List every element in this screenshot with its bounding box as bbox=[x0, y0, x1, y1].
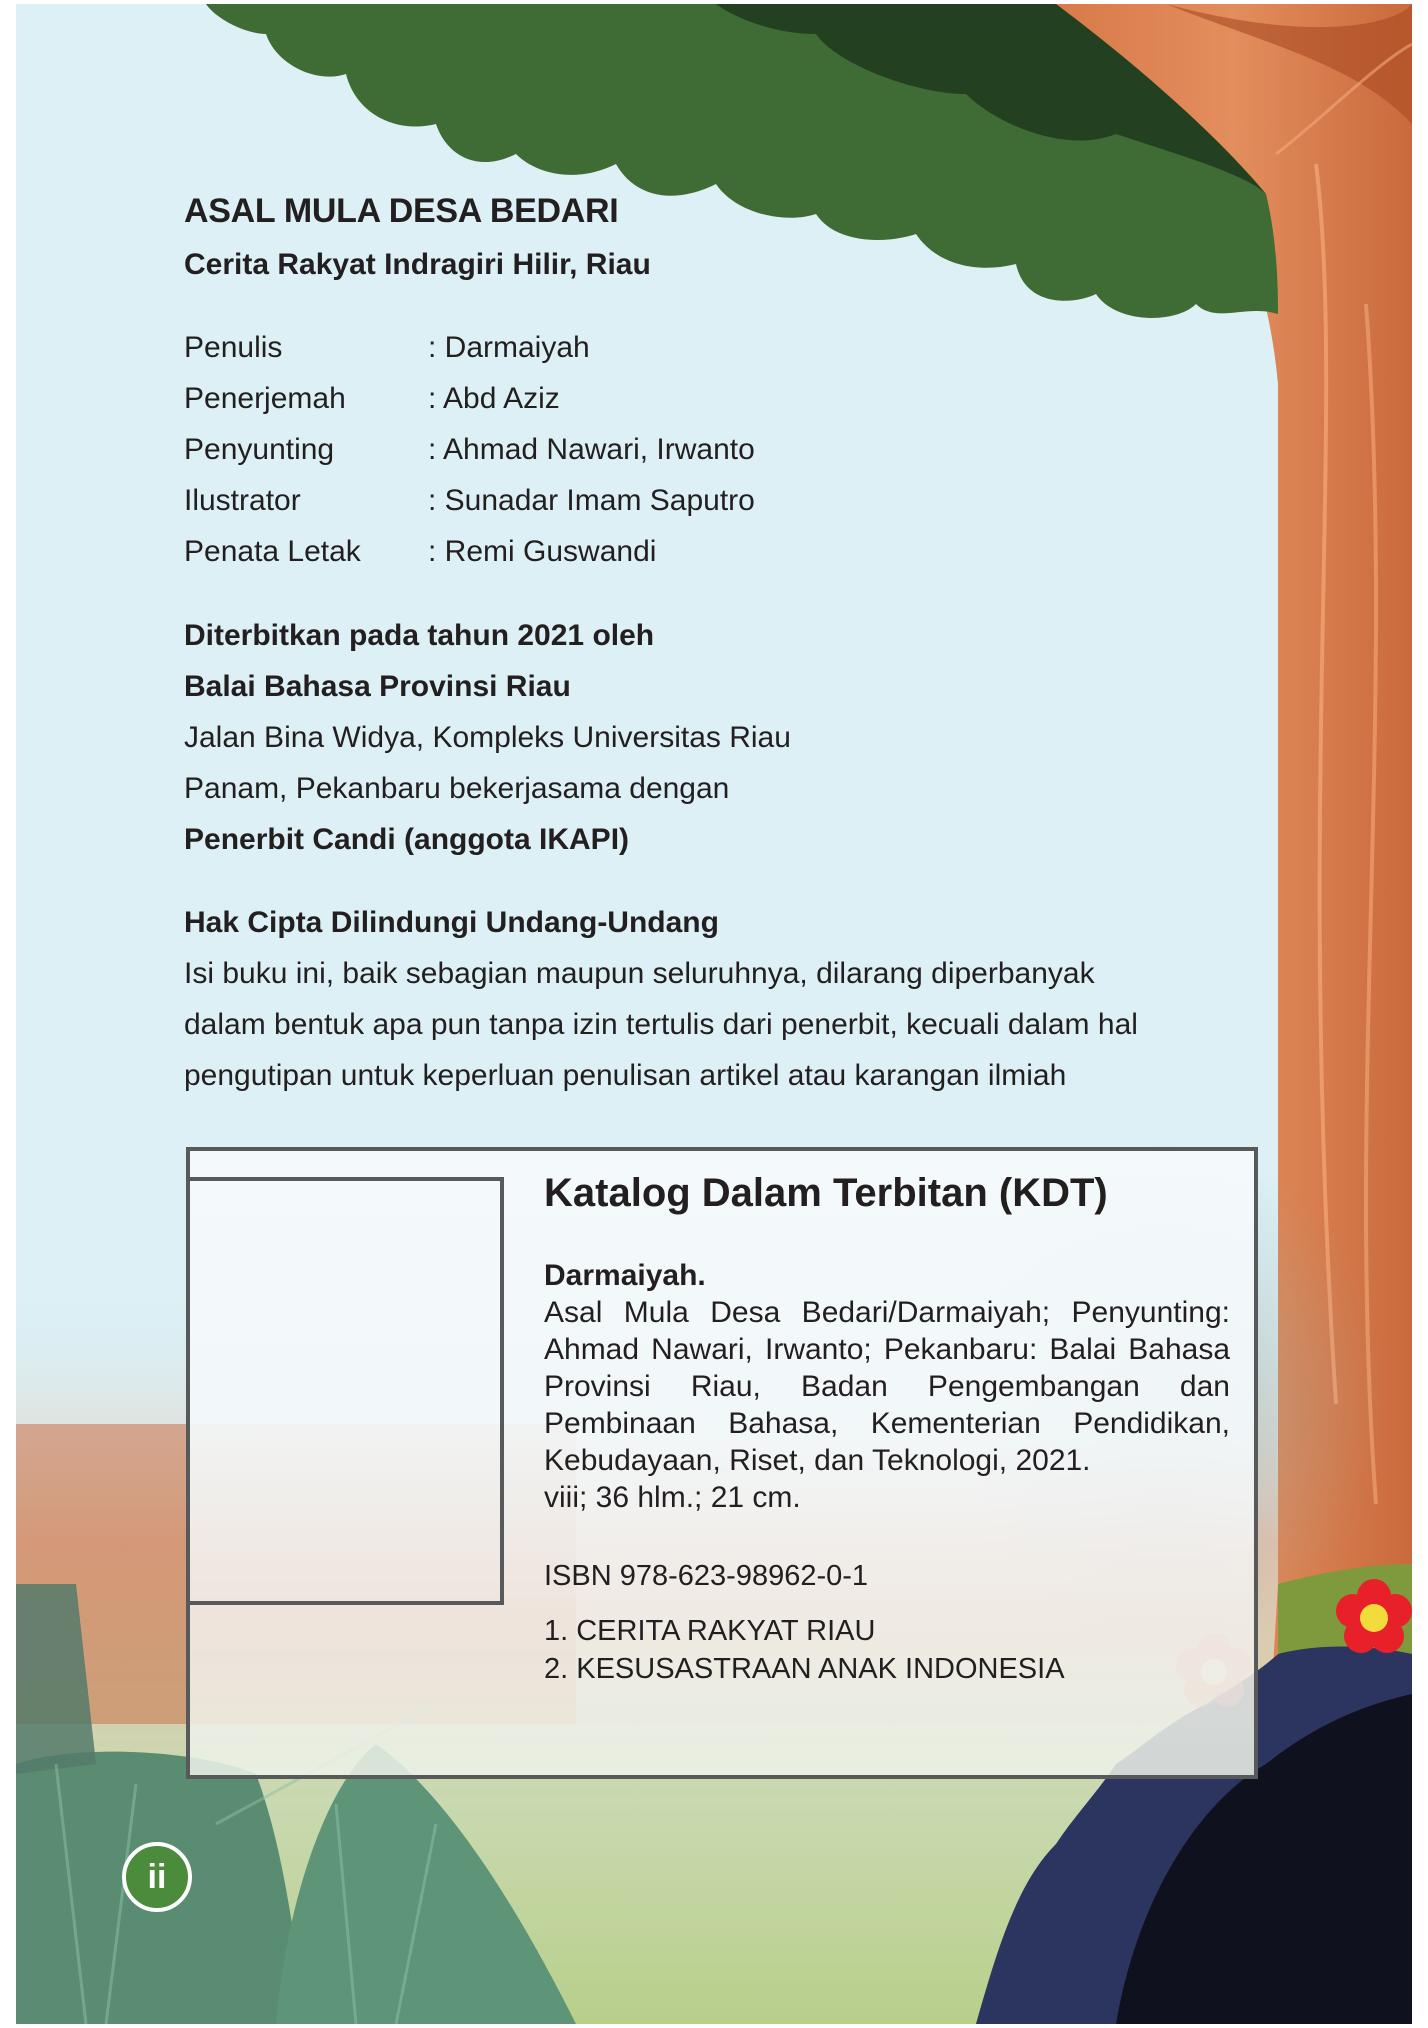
copyright-text: pengutipan untuk keperluan penulisan artikel atau karangan ilmiah bbox=[184, 1059, 1067, 1092]
copyright-heading: Hak Cipta Dilindungi Undang-Undang bbox=[184, 906, 719, 939]
kdt-pages: viii; 36 hlm.; 21 cm. bbox=[544, 1481, 801, 1514]
kdt-subject: 1. CERITA RAKYAT RIAU bbox=[544, 1615, 876, 1647]
credit-layout: Penata Letak : Remi Guswandi bbox=[184, 535, 657, 568]
kdt-author: Darmaiyah. bbox=[544, 1259, 706, 1292]
publisher-address: Jalan Bina Widya, Kompleks Universitas Riau bbox=[184, 721, 791, 754]
kdt-subjects bbox=[544, 1612, 1230, 1688]
copyright-page-content bbox=[16, 4, 1412, 2024]
kdt-description: Asal Mula Desa Bedari/Darmaiyah; Penyunting: Ahmad Nawari, Irwanto; Pekanbaru: Balai Bahasa Provinsi Riau, Badan Pengembangan dan Pembinaan Bahasa, Kementerian Pendidikan, Kebudayaan, Riset, dan Teknologi, 2021. bbox=[544, 1296, 1230, 1477]
credit-editor: Penyunting : Ahmad Nawari, Irwanto bbox=[184, 433, 755, 466]
book-subtitle: Cerita Rakyat Indragiri Hilir, Riau bbox=[184, 248, 651, 281]
kdt-subject: 2. KESUSASTRAAN ANAK INDONESIA bbox=[544, 1653, 1065, 1685]
publisher-name: Balai Bahasa Provinsi Riau bbox=[184, 670, 571, 703]
co-publisher: Penerbit Candi (anggota IKAPI) bbox=[184, 823, 630, 856]
credit-writer: Penulis : Darmaiyah bbox=[184, 331, 590, 364]
credit-translator: Penerjemah : Abd Aziz bbox=[184, 382, 560, 415]
kdt-placeholder-frame bbox=[186, 1177, 504, 1605]
publisher-line: Diterbitkan pada tahun 2021 oleh bbox=[184, 619, 655, 652]
copyright-text: dalam bentuk apa pun tanpa izin tertulis dari penerbit, kecuali dalam hal bbox=[184, 1008, 1138, 1041]
copyright-text: Isi buku ini, baik sebagian maupun seluruhnya, dilarang diperbanyak bbox=[184, 957, 1095, 990]
book-page bbox=[16, 4, 1412, 2024]
kdt-catalog-box bbox=[186, 1147, 1258, 1779]
book-title: ASAL MULA DESA BEDARI bbox=[184, 192, 619, 230]
credit-illustrator: Ilustrator : Sunadar Imam Saputro bbox=[184, 484, 755, 517]
kdt-text bbox=[544, 1171, 1230, 1688]
page-number-badge: ii bbox=[122, 1842, 192, 1912]
kdt-isbn: ISBN 978-623-98962-0-1 bbox=[544, 1560, 869, 1592]
publisher-address-2: Panam, Pekanbaru bekerjasama dengan bbox=[184, 772, 730, 805]
kdt-title: Katalog Dalam Terbitan (KDT) bbox=[544, 1171, 1108, 1215]
